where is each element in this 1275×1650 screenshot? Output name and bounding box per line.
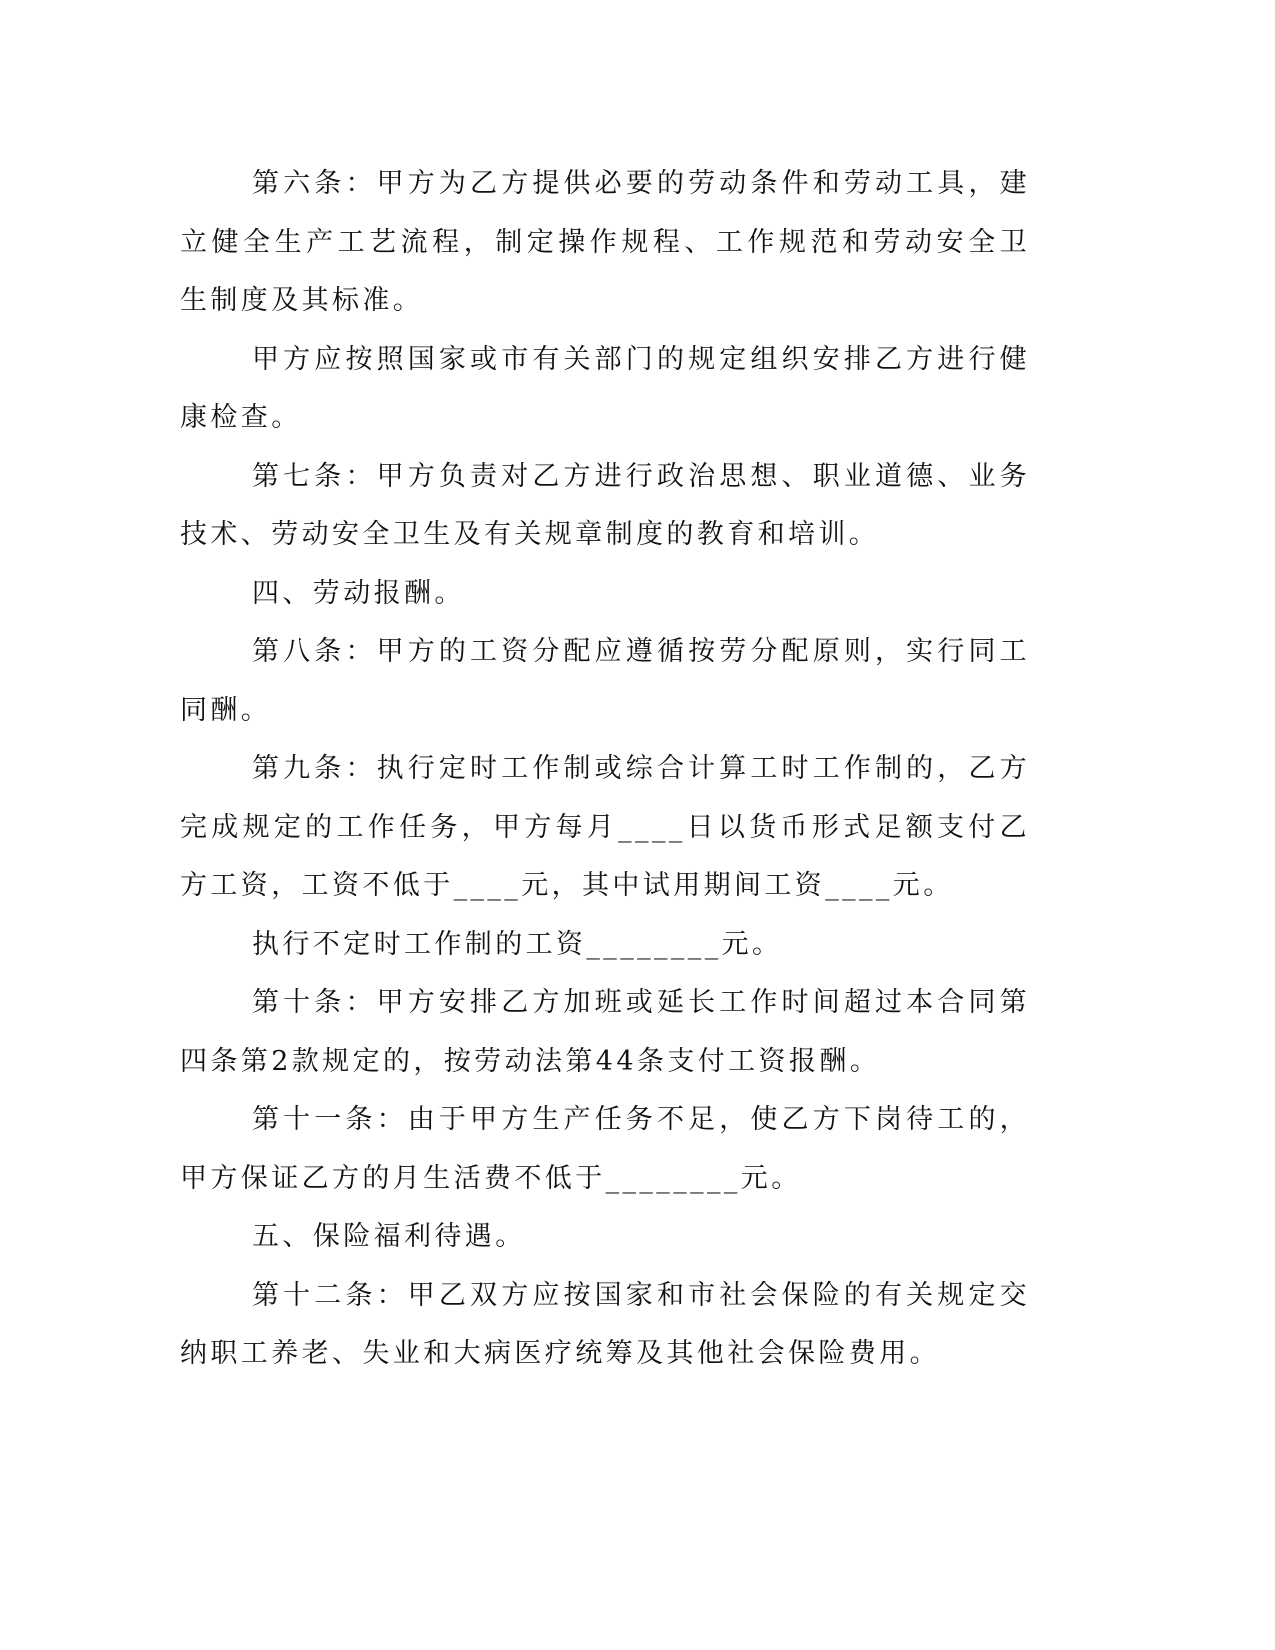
paragraph-flexible-hours-wage: 执行不定时工作制的工资________元。 [252,928,783,960]
paragraph-article-12: 第十二条：甲乙双方应按国家和市社会保险的有关规定交纳职工养老、失业和大病医疗统筹及其他社会保险费用。 [180,1279,1030,1369]
paragraph-article-11: 第十一条：由于甲方生产任务不足，使乙方下岗待工的，甲方保证乙方的月生活费不低于________元。 [180,1104,1030,1194]
paragraph-article-8: 第八条：甲方的工资分配应遵循按劳分配原则，实行同工同酬。 [180,636,1030,726]
paragraph-article-7: 第七条：甲方负责对乙方进行政治思想、职业道德、业务技术、劳动安全卫生及有关规章制度的教育和培训。 [180,460,1030,550]
paragraph-health-check: 甲方应按照国家或市有关部门的规定组织安排乙方进行健康检查。 [180,343,1030,433]
paragraph-article-10: 第十条：甲方安排乙方加班或延长工作时间超过本合同第四条第2款规定的，按劳动法第44条支付工资报酬。 [180,987,1030,1077]
section-heading-insurance-welfare: 五、保险福利待遇。 [252,1221,526,1252]
section-heading-remuneration: 四、劳动报酬。 [252,577,465,609]
contract-text-body [180,155,1030,1384]
paragraph-article-9: 第九条：执行定时工作制或综合计算工时工作制的，乙方完成规定的工作任务，甲方每月____日以货币形式足额支付乙方工资，工资不低于____元，其中试用期间工资____元。 [180,753,1030,901]
paragraph-article-6: 第六条：甲方为乙方提供必要的劳动条件和劳动工具，建立健全生产工艺流程，制定操作规程、工作规范和劳动安全卫生制度及其标准。 [180,168,1030,316]
